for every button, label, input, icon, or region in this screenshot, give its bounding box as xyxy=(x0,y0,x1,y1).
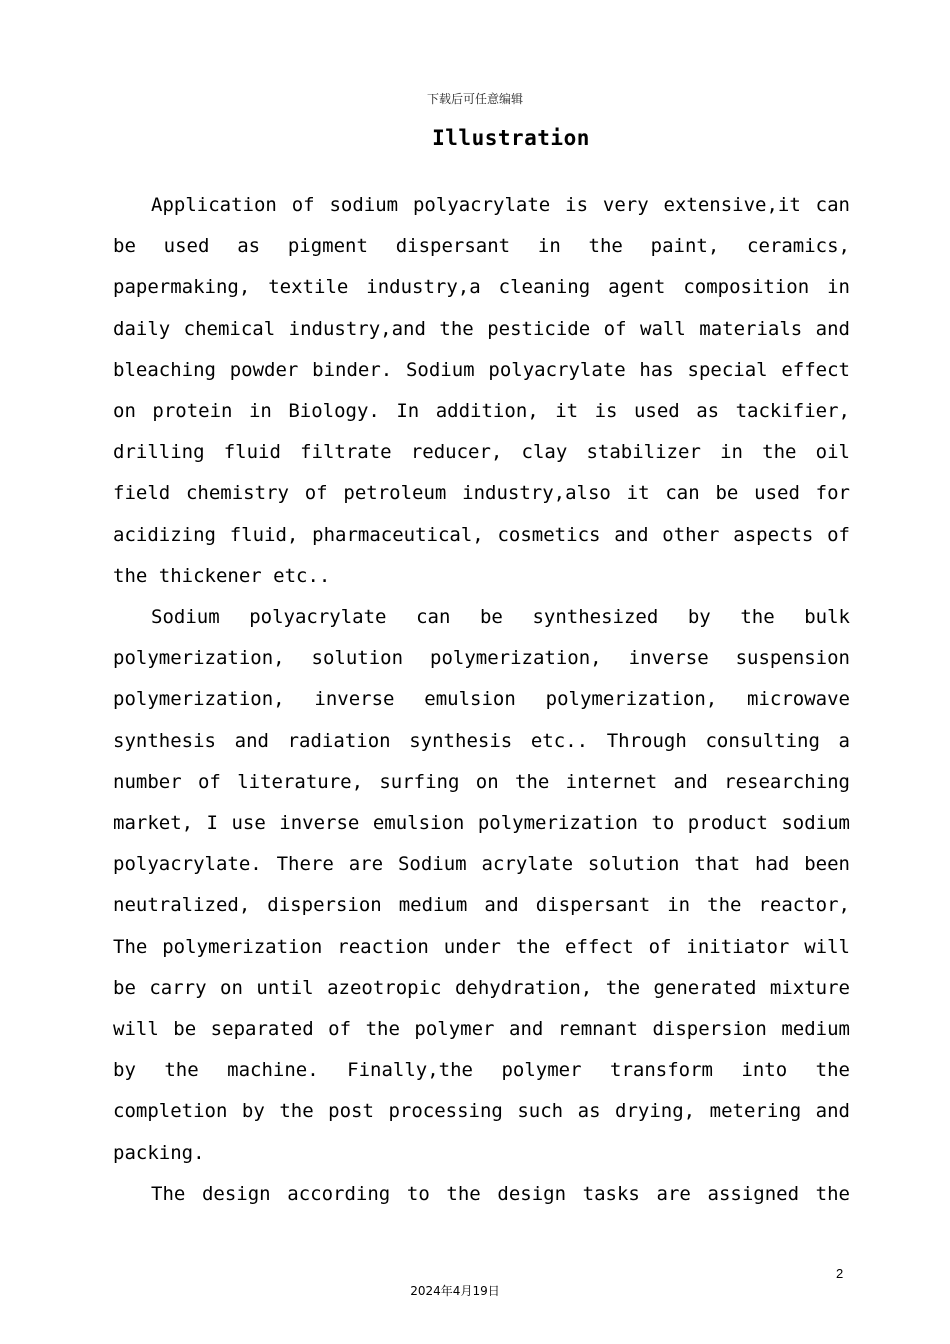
document-body xyxy=(113,185,850,1215)
paragraph: Sodium polyacrylate can be synthesized by the bulk polymerization, solution polymerization, inverse suspension polymerization, inverse emulsion polymerization, microwave synthesis and radiation synthesis etc.. Through consulting a number of literature, surfing on the internet and researching market, I use inverse emulsion polymerization to product sodium polyacrylate. There are Sodium acrylate solution that had been neutralized, dispersion medium and dispersant in the reactor, The polymerization reaction under the effect of initiator will be carry on until azeotropic dehydration, the generated mixture will be separated of the polymer and remnant dispersion medium by the machine. Finally,the polymer transform into the completion by the post processing such as drying, metering and packing. xyxy=(113,606,850,1164)
page-number: 2 xyxy=(836,1266,844,1281)
page-header-note: 下载后可任意编辑 xyxy=(426,92,523,106)
paragraph: Application of sodium polyacrylate is very extensive,it can be used as pigment dispersant in the paint, ceramics, papermaking, textile industry,a cleaning agent composition in daily chemical industry,and the pesticide of wall materials and bleaching powder binder. Sodium polyacrylate has special effect on protein in Biology. In addition, it is used as tackifier, drilling fluid filtrate reducer, clay stabilizer in the oil field chemistry of petroleum industry,also it can be used for acidizing fluid, pharmaceutical, cosmetics and other aspects of the thickener etc.. xyxy=(113,194,850,587)
page-date: 2024年4月19日 xyxy=(410,1284,500,1298)
paragraph: The design according to the design tasks are assigned the xyxy=(151,1182,850,1205)
document-title: Illustration xyxy=(432,126,590,150)
